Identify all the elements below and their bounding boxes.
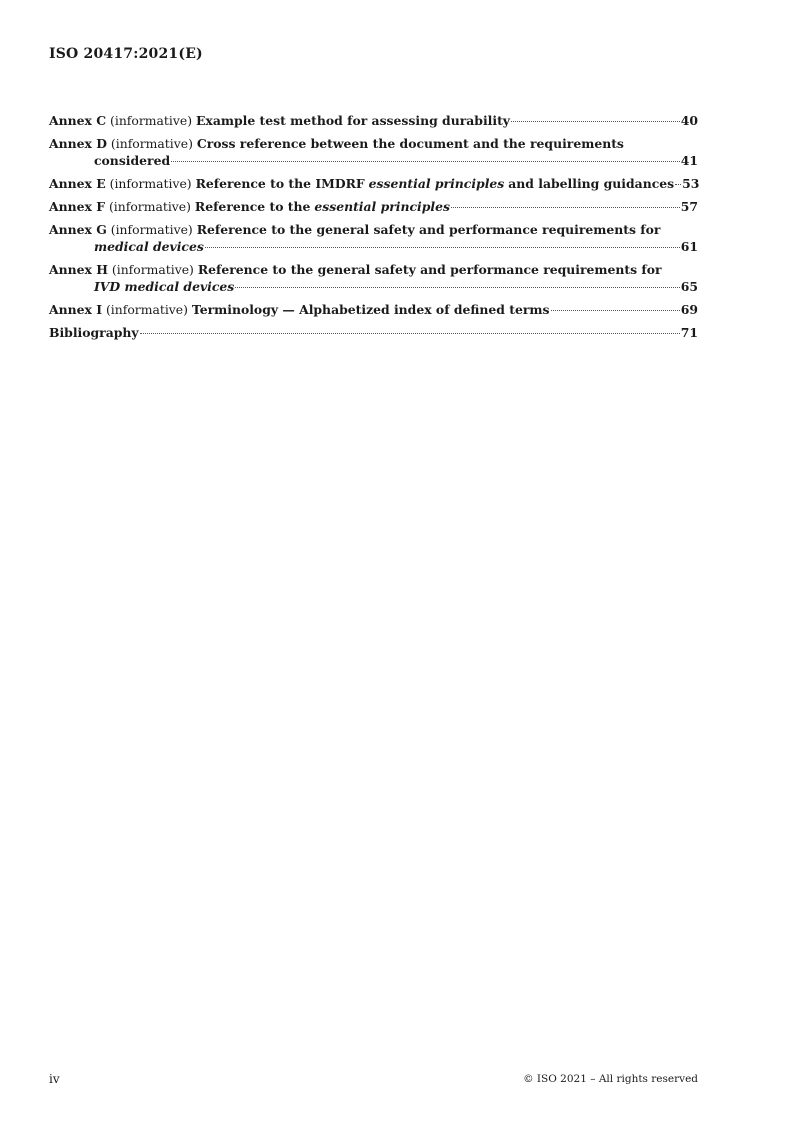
dot-leader — [551, 310, 680, 311]
annex-label: Annex C — [49, 113, 107, 128]
dot-leader — [140, 333, 680, 334]
annex-type: (informative) — [110, 222, 193, 237]
annex-label: Annex G — [49, 222, 107, 237]
annex-title-italic: essential principles — [314, 199, 450, 214]
annex-title-continued: IVD medical devices — [94, 279, 235, 294]
toc-entry-bibliography[interactable] — [49, 324, 698, 341]
annex-label: Annex E — [49, 176, 106, 191]
footer-copyright: © ISO 2021 – All rights reserved — [523, 1073, 698, 1085]
annex-type: (informative) — [109, 176, 192, 191]
toc-entry-annex-h[interactable] — [49, 261, 698, 295]
page-number: 65 — [680, 279, 698, 294]
annex-title: Reference to the IMDRF — [195, 176, 365, 191]
toc-entry-annex-g[interactable] — [49, 221, 698, 255]
toc-entry-annex-f[interactable] — [49, 198, 698, 215]
annex-title-italic: essential principles — [368, 176, 505, 191]
dot-leader — [235, 287, 679, 288]
document-identifier: ISO 20417:2021(E) — [49, 46, 203, 62]
annex-label: Annex I — [49, 302, 103, 317]
table-of-contents — [49, 112, 698, 347]
annex-type: (informative) — [105, 302, 188, 317]
footer-page-number: iv — [49, 1072, 60, 1086]
annex-title: Example test method for assessing durability — [195, 113, 510, 128]
annex-label: Annex H — [49, 262, 108, 277]
annex-label: Annex F — [49, 199, 106, 214]
dot-leader — [171, 161, 680, 162]
page-number: 41 — [680, 153, 698, 168]
toc-entry-annex-e[interactable] — [49, 175, 698, 192]
page-number: 57 — [680, 199, 698, 214]
annex-label: Annex D — [49, 136, 107, 151]
annex-title: Terminology — Alphabetized index of defined terms — [191, 302, 550, 317]
annex-title-end: and labelling guidances — [508, 176, 675, 191]
page-number: 69 — [680, 302, 698, 317]
page-number: 71 — [680, 325, 698, 340]
annex-title-continued: medical devices — [94, 239, 204, 254]
annex-title-continued: considered — [94, 153, 171, 168]
bibliography-title: Bibliography — [49, 325, 139, 340]
annex-type: (informative) — [110, 113, 193, 128]
dot-leader — [511, 121, 680, 122]
dot-leader — [675, 184, 681, 185]
page-number: 40 — [680, 113, 698, 128]
annex-title: Reference to the — [194, 199, 311, 214]
page-number: 61 — [680, 239, 698, 254]
annex-title: Reference to the general safety and performance requirements for — [197, 262, 662, 277]
page-number: 53 — [682, 176, 700, 191]
dot-leader — [451, 207, 680, 208]
annex-title: Reference to the general safety and performance requirements for — [196, 222, 661, 237]
dot-leader — [205, 247, 680, 248]
toc-entry-annex-d[interactable] — [49, 135, 698, 169]
toc-entry-annex-i[interactable] — [49, 301, 698, 318]
annex-type: (informative) — [110, 136, 193, 151]
toc-entry-annex-c[interactable] — [49, 112, 698, 129]
annex-title: Cross reference between the document and the requirements — [196, 136, 624, 151]
annex-type: (informative) — [111, 262, 194, 277]
annex-type: (informative) — [108, 199, 191, 214]
